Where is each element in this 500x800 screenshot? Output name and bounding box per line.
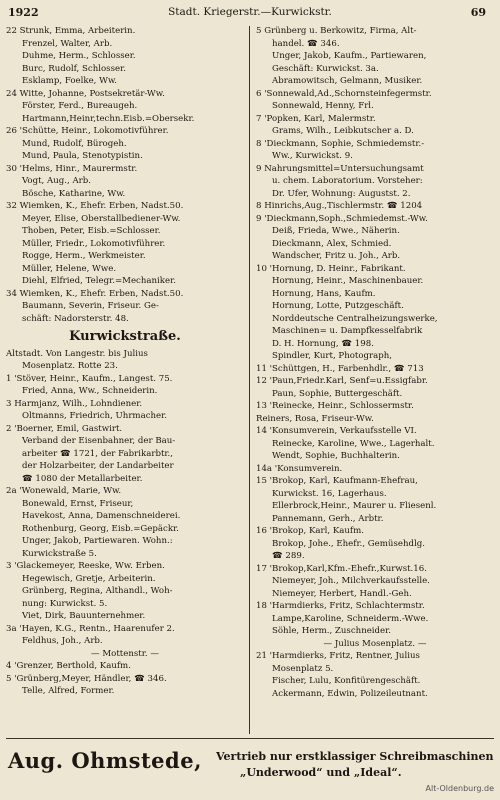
directory-entry: 22 Strunk, Emma, Arbeiterin. (6, 26, 136, 36)
footer-rule (6, 738, 494, 739)
directory-entry: Reinecke, Karoline, Wwe., Lagerhalt. (272, 438, 435, 449)
directory-entry: Paun, Sophie, Buttergeschäft. (272, 388, 403, 399)
directory-entry: Burc, Rudolf, Schlosser. (22, 63, 126, 74)
directory-entry: ☎ 1080 der Metallarbeiter. (22, 473, 143, 484)
directory-entry: Söhle, Herm., Zuschneider. (272, 626, 392, 636)
directory-entry: 5 Grünberg u. Berkowitz, Firma, Alt- (256, 26, 417, 36)
directory-entry: 11 'Schüttgen, H., Farbenhdlr., ☎ 713 (256, 363, 424, 374)
directory-entry: handel. ☎ 346. (272, 38, 340, 49)
directory-entry: — Mottenstr. — (91, 648, 159, 659)
directory-entry: 14 'Konsumverein, Verkaufsstelle VI. (256, 426, 417, 436)
directory-entry: Lampe,Karoline, Schneiderm.-Wwe. (272, 613, 429, 624)
directory-entry: Deiß, Frieda, Wwe., Näherin. (272, 226, 400, 236)
directory-entry: Müller, Friedr., Lokomotivführer. (22, 238, 166, 249)
directory-entry: Ellerbrock,Heinr., Maurer u. Fliesenl. (272, 501, 437, 511)
directory-entry: Hornung, Hans, Kaufm. (272, 288, 376, 299)
directory-entry: Verband der Eisenbahner, der Bau- (22, 436, 176, 446)
directory-entry: Esklamp, Foelke, Ww. (22, 76, 118, 86)
street-heading: Kurwickstraße. (69, 329, 181, 344)
directory-entry: 2 'Boerner, Emil, Gastwirt. (6, 423, 123, 434)
directory-entry: Bösche, Katharine, Ww. (22, 188, 126, 199)
directory-entry: Viet, Dirk, Bauunternehmer. (22, 611, 146, 621)
directory-entry: — Julius Mosenplatz. — (323, 638, 427, 649)
directory-entry: Wendt, Sophie, Buchhalterin. (272, 451, 400, 461)
column-divider (249, 26, 250, 734)
directory-entry: 30 'Helms, Hinr., Maurermstr. (6, 163, 138, 174)
directory-entry: Telle, Alfred, Former. (22, 686, 115, 696)
directory-entry: Unger, Jakob, Partiewaren. Wohn.: (22, 536, 173, 546)
watermark: Alt-Oldenburg.de (425, 784, 494, 793)
directory-entry: 3 'Glackemeyer, Reeske, Ww. Erben. (6, 561, 165, 571)
directory-entry: 5 'Grünberg,Meyer, Händler, ☎ 346. (6, 673, 167, 684)
directory-entry: Fried, Anna, Ww., Schneiderin. (22, 386, 158, 396)
directory-entry: 18 'Harmdierks, Fritz, Schlachtermstr. (256, 601, 425, 611)
directory-entry: Niemeyer, Joh., Milchverkaufsstelle. (272, 576, 430, 586)
directory-entry: 17 'Brokop,Karl,Kfm.-Ehefr.,Kurwst.16. (256, 563, 427, 574)
directory-entry: Grünberg, Regina, Althandl., Woh- (22, 586, 173, 596)
directory-entry: Förster, Ferd., Bureaugeh. (22, 101, 138, 111)
directory-entry: Fischer, Lulu, Konfitürengeschäft. (272, 676, 421, 686)
directory-entry: Norddeutsche Centralheizungswerke, (272, 313, 438, 324)
directory-entry: nung: Kurwickst. 5. (22, 598, 108, 609)
directory-entry: Mosenplatz. Rotte 23. (22, 361, 118, 371)
directory-entry: Kurwickst. 16, Lagerhaus. (272, 488, 387, 499)
directory-entry: Pannemann, Gerh., Arbtr. (272, 513, 384, 524)
directory-entry: Ww., Kurwickst. 9. (272, 151, 353, 161)
directory-entry: 3a 'Hayen, K.G., Rentn., Haarenufer 2. (6, 623, 175, 634)
left-column (6, 25, 244, 698)
directory-entry: Baumann, Severin, Friseur. Ge- (22, 301, 159, 311)
directory-entry: 8 Hinrichs,Aug.,Tischlermstr. ☎ 1204 (256, 201, 423, 211)
directory-entry: 9 'Dieckmann,Soph.,Schmiedemst.-Ww. (256, 213, 428, 224)
directory-entry: Niemeyer, Herbert, Handl.-Geh. (272, 588, 412, 599)
directory-entry: u. chem. Laboratorium. Vorsteher: (272, 176, 423, 186)
directory-entry: 4 'Grenzer, Berthold, Kaufm. (6, 661, 131, 671)
directory-entry: Wandscher, Fritz u. Joh., Arb. (272, 251, 401, 261)
directory-entry: schäft: Nadorsterstr. 48. (22, 313, 129, 324)
directory-entry: Altstadt. Von Langestr. bis Julius (6, 348, 148, 359)
directory-entry: 6 'Sonnewald,Ad.,Schornsteinfegermstr. (256, 88, 432, 99)
directory-entry: Duhme, Herm., Schlosser. (22, 51, 136, 61)
directory-entry: Geschäft: Kurwickst. 3a. (272, 63, 379, 74)
directory-entry: Mund, Rudolf, Bürogeh. (22, 138, 127, 149)
page-header (0, 0, 500, 22)
directory-entry: Frenzel, Walter, Arb. (22, 38, 113, 49)
directory-entry: Reiners, Rosa, Friseur-Ww. (256, 413, 374, 424)
directory-entry: 12 'Paun,Friedr.Karl, Senf=u.Essigfabr. (256, 376, 428, 386)
directory-entry: 21 'Harmdierks, Fritz, Rentner, Julius (256, 651, 420, 661)
directory-entry: 2a 'Wonewald, Marie, Ww. (6, 486, 122, 496)
page-year: 1922 (8, 6, 39, 19)
directory-entry: 16 'Brokop, Karl, Kaufm. (256, 526, 364, 536)
ad-name: Aug. Ohmstede, (8, 748, 202, 773)
directory-entry: Meyer, Elise, Oberstallbediener-Ww. (22, 213, 181, 224)
directory-entry: Mosenplatz 5. (272, 663, 334, 674)
directory-entry: 1 'Stöver, Heinr., Kaufm., Langest. 75. (6, 373, 173, 384)
directory-entry: Dieckmann, Alex, Schmied. (272, 238, 392, 249)
directory-entry: der Holzarbeiter, der Landarbeiter (22, 461, 174, 471)
directory-entry: 34 Wiemken, K., Ehefr. Erben, Nadst.50. (6, 288, 184, 299)
directory-entry: D. H. Hornung, ☎ 198. (272, 338, 374, 349)
ad-line-2: „Underwood“ und „Ideal“. (240, 766, 402, 779)
directory-entry: ☎ 289. (272, 551, 305, 561)
directory-entry: Oltmanns, Friedrich, Uhrmacher. (22, 411, 168, 421)
directory-entry: Feldhus, Joh., Arb. (22, 636, 103, 646)
directory-entry: Unger, Jakob, Kaufm., Partiewaren, (272, 51, 427, 61)
right-column (256, 25, 494, 700)
directory-entry: Bonewald, Ernst, Friseur, (22, 498, 134, 509)
directory-entry: Spindler, Kurt, Photograph, (272, 351, 393, 361)
directory-entry: Rothenburg, Georg, Eisb.=Gepäckr. (22, 523, 179, 534)
page-title: Stadt. Kriegerstr.—Kurwickstr. (168, 6, 332, 18)
directory-entry: Vogt, Aug., Arb. (22, 176, 91, 186)
directory-entry: Sonnewald, Henny, Frl. (272, 101, 374, 111)
directory-entry: Rogge, Herm., Werkmeister. (22, 251, 146, 261)
directory-entry: Brokop, Johe., Ehefr., Gemüsehdlg. (272, 538, 425, 549)
directory-entry: 3 Harmjanz, Wilh., Lohndiener. (6, 398, 143, 409)
directory-entry: arbeiter ☎ 1721, der Fabrikarbtr., (22, 448, 174, 459)
directory-entry: 15 'Brokop, Karl, Kaufmann-Ehefrau, (256, 476, 418, 486)
directory-entry: Havekost, Anna, Damenschneiderei. (22, 511, 181, 521)
directory-entry: Mund, Paula, Stenotypistin. (22, 151, 143, 161)
page-number: 69 (470, 6, 486, 19)
directory-entry: Hornung, Heinr., Maschinenbauer. (272, 276, 424, 286)
directory-entry: Hartmann,Heinr,techn.Eisb.=Obersekr. (22, 113, 195, 124)
ad-line-1: Vertrieb nur erstklassiger Schreibmaschinen (216, 750, 494, 763)
directory-entry: 9 Nahrungsmittel=Untersuchungsamt (256, 163, 424, 174)
directory-entry: Hegewisch, Gretje, Arbeiterin. (22, 573, 156, 584)
directory-entry: Hornung, Lotte, Putzgeschäft. (272, 301, 404, 311)
directory-entry: 14a 'Konsumverein. (256, 463, 343, 474)
directory-entry: 8 'Dieckmann, Sophie, Schmiedemstr.- (256, 138, 425, 149)
directory-entry: Grams, Wilh., Leibkutscher a. D. (272, 126, 414, 136)
directory-entry: 24 Witte, Johanne, Postsekretär-Ww. (6, 88, 165, 99)
directory-entry: 7 'Popken, Karl, Malermstr. (256, 113, 376, 124)
directory-entry: Maschinen= u. Dampfkesselfabrik (272, 326, 423, 336)
directory-entry: Dr. Ufer, Wohnung: Augustst. 2. (272, 188, 411, 199)
directory-entry: Thoben, Peter, Eisb.=Schlosser. (22, 226, 161, 236)
directory-entry: Ackermann, Edwin, Polizeileutnant. (272, 688, 428, 699)
directory-entry: Müller, Helene, Wwe. (22, 263, 117, 274)
directory-entry: Abramowitsch, Gelmann, Musiker. (272, 76, 423, 86)
directory-entry: Diehl, Elfried, Telegr.=Mechaniker. (22, 276, 176, 286)
directory-entry: 26 'Schütte, Heinr., Lokomotivführer. (6, 126, 169, 136)
directory-entry: 10 'Hornung, D. Heinr., Fabrikant. (256, 263, 406, 274)
directory-entry: Kurwickstraße 5. (22, 548, 97, 559)
directory-entry: 13 'Reinecke, Heinr., Schlossermstr. (256, 401, 414, 411)
directory-entry: 32 Wiemken, K., Ehefr. Erben, Nadst.50. (6, 201, 184, 211)
